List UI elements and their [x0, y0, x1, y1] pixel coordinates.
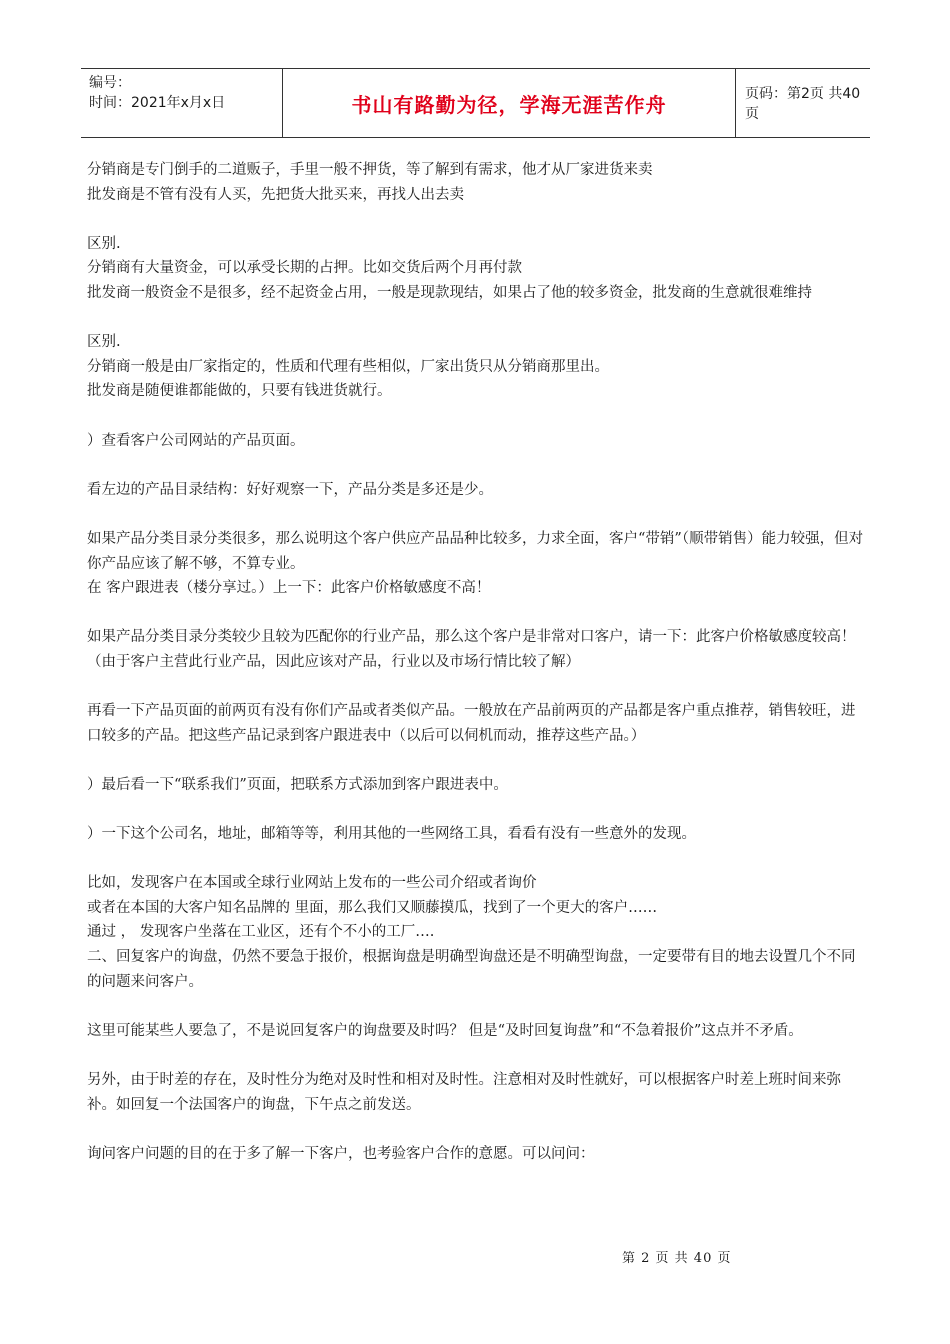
body-paragraph: 另外，由于时差的存在，及时性分为绝对及时性和相对及时性。注意相对及时性就好，可以根据客户时差上班时间来弥补。如回复一个法国客户的询盘，下午点之前发送。	[87, 1071, 841, 1113]
body-paragraph: 看左边的产品目录结构：好好观察一下，产品分类是多还是少。	[87, 481, 493, 498]
body-paragraph: 二、回复客户的询盘，仍然不要急于报价，根据询盘是明确型询盘还是不明确型询盘，一定要带有目的地去设置几个不同的问题来问客户。	[87, 949, 856, 990]
body-paragraph: 分销商一般是由厂家指定的，性质和代理有些相似，厂家出货只从分销商那里出。	[87, 358, 609, 375]
header-motto-cell	[282, 69, 736, 137]
body-paragraph: 如果产品分类目录分类很多，那么说明这个客户供应产品品种比较多，力求全面，客户“带销”（顺带销售）能力较强，但对你产品应该了解不够，不算专业。	[87, 530, 864, 572]
header-page-cell	[736, 69, 870, 137]
body-paragraph: 比如，发现客户在本国或全球行业网站上发布的一些公司介绍或者询价	[87, 875, 537, 892]
paragraph-spacer	[87, 207, 867, 232]
document-number-label: 编号：	[89, 75, 131, 91]
paragraph-spacer	[87, 847, 867, 872]
document-time-label: 时间：2021年x月x日	[89, 95, 226, 111]
paragraph-spacer	[87, 797, 867, 822]
body-paragraph: 分销商有大量资金，可以承受长期的占押。比如交货后两个月再付款	[87, 260, 522, 277]
body-paragraph: 再看一下产品页面的前两页有没有你们产品或者类似产品。一般放在产品前两页的产品都是客户重点推荐，销售较旺，进口较多的产品。把这些产品记录到客户跟进表中（以后可以伺机而动，推荐这些产品。）	[87, 703, 856, 744]
body-paragraph: 批发商一般资金不是很多，经不起资金占用，一般是现款现结，如果占了他的较多资金，批发商的生意就很难维持	[87, 284, 812, 301]
paragraph-spacer	[87, 674, 867, 699]
paragraph-spacer	[87, 453, 867, 478]
body-paragraph: 通过 ， 发现客户坐落在工业区，还有个不小的工厂….	[87, 924, 435, 941]
body-paragraph: 分销商是专门倒手的二道贩子，手里一般不押货，等了解到有需求，他才从厂家进货来卖	[87, 162, 653, 178]
body-paragraph: 如果产品分类目录分类较少且较为匹配你的行业产品，那么这个客户是非常对口客户，请一下：此客户价格敏感度较高！（由于客户主营此行业产品，因此应该对产品，行业以及市场行情比较了解）	[87, 629, 856, 670]
body-paragraph: ）一下这个公司名，地址，邮箱等等，利用其他的一些网络工具，看看有没有一些意外的发现。	[87, 826, 696, 843]
page-footer: 第 2 页 共 40 页	[622, 1251, 732, 1266]
body-paragraph: ）最后看一下“联系我们”页面，把联系方式添加到客户跟进表中。	[87, 776, 508, 793]
header-motto: 书山有路勤为径，学海无涯苦作舟	[351, 92, 667, 117]
document-body	[87, 158, 867, 1166]
paragraph-spacer	[87, 1117, 867, 1142]
body-paragraph: 询问客户问题的目的在于多了解一下客户，也考验客户合作的意愿。可以问问：	[87, 1145, 595, 1162]
paragraph-spacer	[87, 748, 867, 773]
body-paragraph: 区别.	[87, 334, 121, 351]
paragraph-spacer	[87, 1043, 867, 1068]
page-header	[81, 68, 870, 138]
paragraph-spacer	[87, 994, 867, 1019]
header-page-label: 页码：第2页 共40页	[745, 86, 861, 122]
paragraph-spacer	[87, 306, 867, 331]
body-paragraph: 在 客户跟进表（楼分享过。）上一下：此客户价格敏感度不高！	[87, 580, 491, 597]
body-paragraph: ）查看客户公司网站的产品页面。	[87, 432, 305, 449]
paragraph-spacer	[87, 404, 867, 429]
header-meta	[81, 69, 282, 137]
body-paragraph: 区别.	[87, 235, 121, 252]
paragraph-spacer	[87, 502, 867, 527]
body-paragraph: 这里可能某些人要急了，不是说回复客户的询盘要及时吗？ 但是“及时回复询盘”和“不急着报价”这点并不矛盾。	[87, 1022, 803, 1039]
body-paragraph: 批发商是随便谁都能做的，只要有钱进货就行。	[87, 383, 392, 400]
body-paragraph: 批发商是不管有没有人买，先把货大批买来，再找人出去卖	[87, 186, 464, 203]
body-paragraph: 或者在本国的大客户知名品牌的 里面，那么我们又顺藤摸瓜，找到了一个更大的客户……	[87, 899, 658, 916]
paragraph-spacer	[87, 601, 867, 626]
